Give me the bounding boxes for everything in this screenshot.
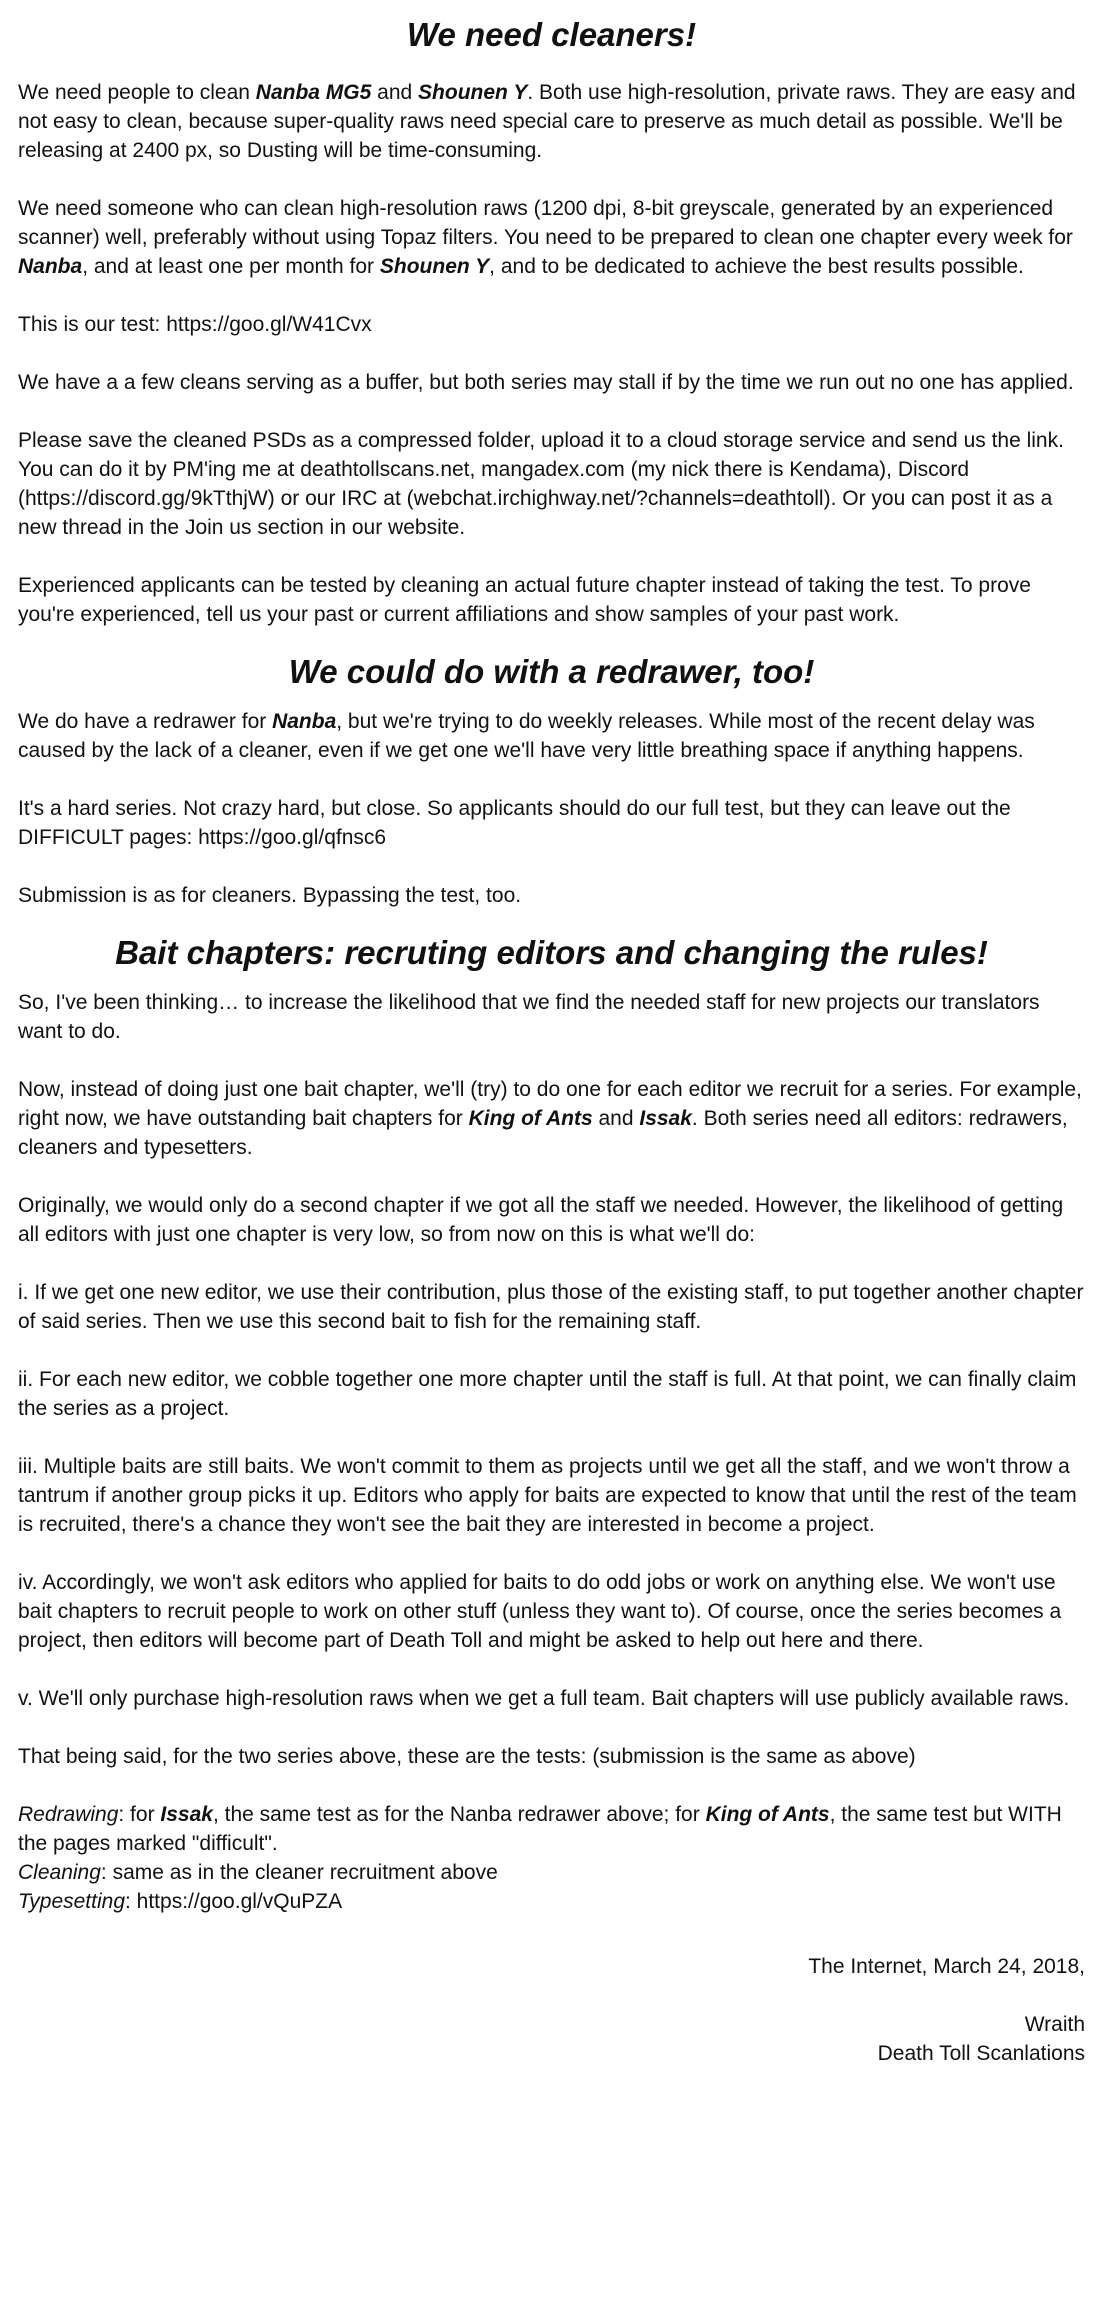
text: , the same test as for the Nanba redrawer above; for [212, 1803, 706, 1826]
test-cleaning [18, 1858, 1085, 1887]
series-title: Nanba [18, 255, 83, 278]
heading-bait-chapters: Bait chapters: recruting editors and changing the rules! [115, 934, 988, 971]
cleaners-submission-paragraph: Please save the cleaned PSDs as a compressed folder, upload it to a cloud storage service and send us the link. You can do it by PM'ing me at deathtollscans.net, mangadex.com (my nick there is Kendama), Discord (https://discord.gg/9kTthjW) or our IRC at (webchat.irchighway.net/?channels=deathtoll). Or you can post it as a new thread in the Join us section in our website. [18, 429, 1064, 539]
text: : for [118, 1803, 161, 1826]
test-label: Redrawing [18, 1803, 119, 1826]
bait-originally-paragraph: Originally, we would only do a second chapter if we got all the staff we needed. However, the likelihood of getting all editors with just one chapter is very low, so from now on this is what we'll do: [18, 1194, 1064, 1246]
rule-iii: iii. Multiple baits are still baits. We won't commit to them as projects until we get all the staff, and we won't throw a tantrum if another group picks it up. Editors who apply for baits are expected to know that until the rest of the team is recruited, there's a chance they won't see the bait they are interested in become a project. [18, 1455, 1077, 1536]
redrawer-test-paragraph: It's a hard series. Not crazy hard, but close. So applicants should do our full test, but they can leave out the DIFFICULT pages: https://goo.gl/qfnsc6 [18, 797, 1011, 849]
heading-cleaners: We need cleaners! [406, 16, 697, 53]
text: and [371, 81, 419, 104]
rule-i: i. If we get one new editor, we use their contribution, plus those of the existing staff, to put together another chapter of said series. Then we use this second bait to fish for the remaining staff. [18, 1281, 1084, 1333]
text: . Both use high-resolution, private raws. They are easy and not easy to clean, because super-quality raws need special care to preserve as much detail as possible. We'll be releasing at 2400 px, so Dusting will be time-consuming. [18, 81, 1076, 162]
test-redrawing [18, 1800, 1085, 1858]
cleaners-buffer-paragraph: We have a a few cleans serving as a buffer, but both series may stall if by the time we run out no one has applied. [18, 371, 1074, 394]
rule-iv: iv. Accordingly, we won't ask editors who applied for baits to do odd jobs or work on anything else. We won't use bait chapters to recruit people to work on other stuff (unless they want to). Of course, once the series becomes a project, then editors will become part of Death Toll and might be asked to help out here and there. [18, 1571, 1062, 1652]
text: , but we're trying to do weekly releases. While most of the recent delay was caused by the lack of a cleaner, even if we get one we'll have very little breathing space if anything happens. [18, 710, 1035, 762]
cleaners-test-link[interactable]: This is our test: https://goo.gl/W41Cvx [18, 313, 372, 336]
text: . Both series need all editors: redrawers, cleaners and typesetters. [18, 1107, 1068, 1159]
text: , and to be dedicated to achieve the best results possible. [489, 255, 1024, 278]
test-label: Cleaning [18, 1861, 101, 1884]
series-title: Nanba [272, 710, 337, 733]
text: Now, instead of doing just one bait chapter, we'll (try) to do one for each editor we recruit for a series. For example, right now, we have outstanding bait chapters for [18, 1078, 1082, 1130]
signature-group: Death Toll Scanlations [877, 2042, 1085, 2065]
rule-v: v. We'll only purchase high-resolution raws when we get a full team. Bait chapters will use publicly available raws. [18, 1687, 1070, 1710]
bait-intro-paragraph: So, I've been thinking… to increase the likelihood that we find the needed staff for new projects our translators want to do. [18, 991, 1040, 1043]
series-title: Shounen Y [379, 255, 490, 278]
signature-name: Wraith [1024, 2013, 1085, 2036]
text: : same as in the cleaner recruitment above [100, 1861, 498, 1884]
test-label: Typesetting [18, 1890, 125, 1913]
tests-intro-paragraph: That being said, for the two series above, these are the tests: (submission is the same as above) [18, 1745, 916, 1768]
series-title: Issak [160, 1803, 213, 1826]
cleaners-requirements-paragraph [18, 194, 1085, 281]
series-title: Shounen Y [418, 81, 528, 104]
rule-ii: ii. For each new editor, we cobble together one more chapter until the staff is full. At that point, we can finally claim the series as a project. [18, 1368, 1077, 1420]
series-title: Issak [639, 1107, 692, 1130]
cleaners-intro-paragraph [18, 78, 1085, 165]
text: , and at least one per month for [82, 255, 380, 278]
text: , the same test but WITH the pages marked "difficult". [18, 1803, 1062, 1855]
redrawer-submission-paragraph: Submission is as for cleaners. Bypassing the test, too. [18, 884, 522, 907]
text: We need someone who can clean high-resolution raws (1200 dpi, 8-bit greyscale, generated by an experienced scanner) well, preferably without using Topaz filters. You need to be prepared to clean one chapter every week for [18, 197, 1073, 249]
series-title: King of Ants [468, 1107, 593, 1130]
text: We need people to clean [18, 81, 256, 104]
text: and [592, 1107, 640, 1130]
series-title: Nanba MG5 [255, 81, 372, 104]
heading-redrawer: We could do with a redrawer, too! [288, 653, 815, 690]
cleaners-experienced-paragraph: Experienced applicants can be tested by cleaning an actual future chapter instead of taking the test. To prove you're experienced, tell us your past or current affiliations and show samples of your past work. [18, 574, 1031, 626]
bait-instead-paragraph [18, 1075, 1085, 1162]
date-line: The Internet, March 24, 2018, [808, 1955, 1085, 1978]
redrawer-intro-paragraph [18, 707, 1085, 765]
text: : https://goo.gl/vQuPZA [125, 1890, 343, 1913]
test-typesetting [18, 1887, 1085, 1916]
series-title: King of Ants [705, 1803, 830, 1826]
text: We do have a redrawer for [18, 710, 273, 733]
